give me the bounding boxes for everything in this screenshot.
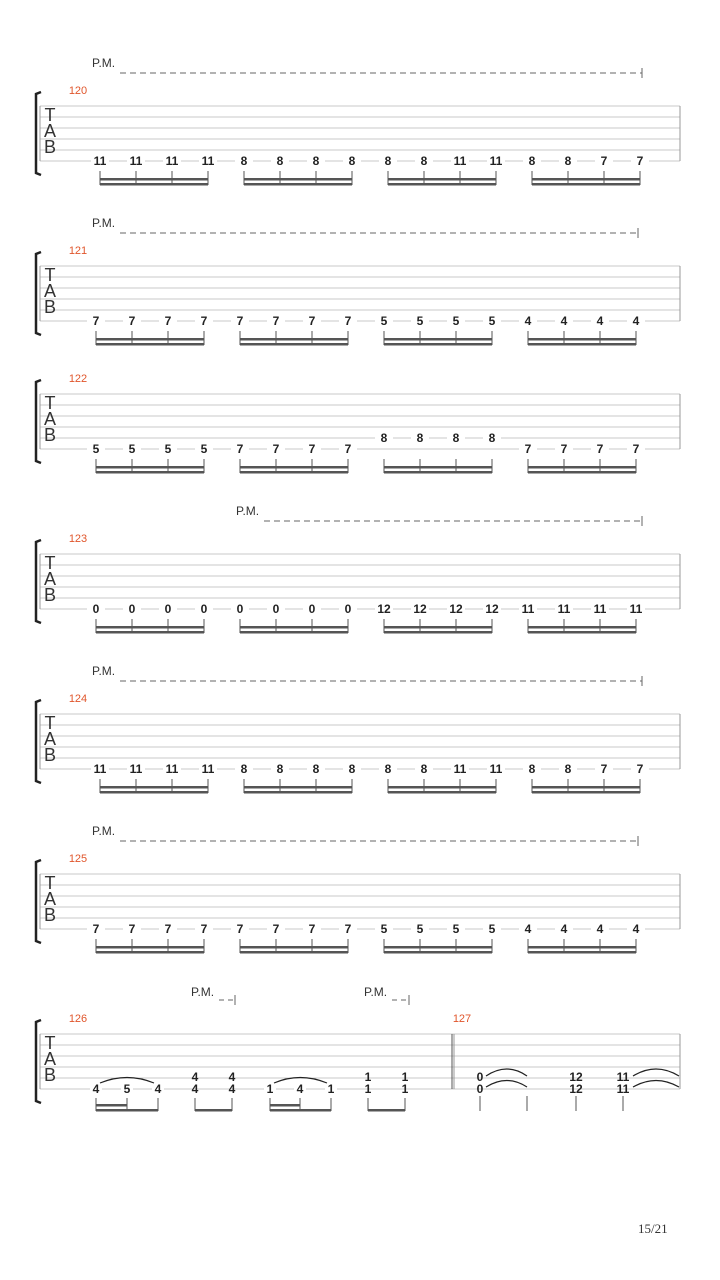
fret-number: 11 bbox=[129, 154, 143, 168]
tab-clef-letter: A bbox=[43, 281, 57, 301]
beam bbox=[96, 946, 204, 949]
fret-number: 7 bbox=[164, 922, 172, 936]
fret-number: 5 bbox=[92, 442, 100, 456]
fret-number: 7 bbox=[600, 762, 608, 776]
palm-mute-label: P.M. bbox=[92, 664, 116, 678]
fret-number: 11 bbox=[616, 1082, 630, 1096]
fret-number: 7 bbox=[200, 314, 208, 328]
fret-number: 8 bbox=[348, 154, 356, 168]
fret-number: 0 bbox=[128, 602, 136, 616]
fret-number: 12 bbox=[569, 1070, 583, 1084]
tab-system-125 bbox=[36, 824, 680, 954]
tab-clef-letter: T bbox=[44, 393, 56, 413]
beam bbox=[388, 178, 496, 181]
fret-number: 11 bbox=[165, 762, 179, 776]
tab-clef-letter: A bbox=[43, 569, 57, 589]
tab-clef-letter: T bbox=[44, 105, 56, 125]
fret-number: 4 bbox=[560, 314, 568, 328]
fret-number: 11 bbox=[129, 762, 143, 776]
fret-number: 7 bbox=[524, 442, 532, 456]
measure-number: 125 bbox=[68, 853, 88, 865]
beam bbox=[244, 183, 352, 186]
fret-number: 1 bbox=[364, 1082, 372, 1096]
beam bbox=[240, 343, 348, 346]
fret-number: 5 bbox=[452, 922, 460, 936]
beam bbox=[244, 786, 352, 789]
tab-clef-letter: T bbox=[44, 1033, 56, 1053]
fret-number: 7 bbox=[344, 314, 352, 328]
beam bbox=[532, 178, 640, 181]
fret-number: 4 bbox=[228, 1082, 236, 1096]
tab-clef-letter: A bbox=[43, 729, 57, 749]
fret-number: 11 bbox=[453, 154, 467, 168]
fret-number: 8 bbox=[312, 762, 320, 776]
tab-clef-letter: B bbox=[43, 137, 57, 157]
beam bbox=[384, 471, 492, 474]
beam bbox=[384, 626, 492, 629]
fret-number: 4 bbox=[596, 314, 604, 328]
tab-system-120 bbox=[36, 56, 680, 186]
fret-number: 11 bbox=[616, 1070, 630, 1084]
beam bbox=[270, 1109, 331, 1112]
beam bbox=[244, 791, 352, 794]
fret-number: 4 bbox=[92, 1082, 100, 1096]
fret-number: 7 bbox=[636, 762, 644, 776]
tie bbox=[486, 1081, 527, 1088]
fret-number: 5 bbox=[164, 442, 172, 456]
fret-number: 0 bbox=[272, 602, 280, 616]
fret-number: 8 bbox=[276, 762, 284, 776]
tie bbox=[633, 1081, 679, 1088]
fret-number: 5 bbox=[452, 314, 460, 328]
beam bbox=[96, 466, 204, 469]
tab-clef-letter: A bbox=[43, 889, 57, 909]
fret-number: 5 bbox=[488, 922, 496, 936]
beam bbox=[244, 178, 352, 181]
fret-number: 8 bbox=[488, 431, 496, 445]
tie bbox=[633, 1069, 679, 1076]
fret-number: 7 bbox=[632, 442, 640, 456]
fret-number: 4 bbox=[524, 314, 532, 328]
tab-clef-letter: B bbox=[43, 1065, 57, 1085]
fret-number: 4 bbox=[632, 314, 640, 328]
fret-number: 4 bbox=[560, 922, 568, 936]
fret-number: 7 bbox=[344, 442, 352, 456]
fret-number: 7 bbox=[128, 314, 136, 328]
measure-number: 122 bbox=[68, 373, 88, 385]
beam bbox=[96, 343, 204, 346]
tab-system-123 bbox=[36, 504, 680, 634]
fret-number: 8 bbox=[380, 431, 388, 445]
fret-number: 11 bbox=[93, 762, 107, 776]
fret-number: 4 bbox=[228, 1070, 236, 1084]
beam bbox=[528, 471, 636, 474]
fret-number: 8 bbox=[564, 762, 572, 776]
beam bbox=[528, 338, 636, 341]
palm-mute-label: P.M. bbox=[236, 504, 260, 518]
fret-number: 5 bbox=[416, 314, 424, 328]
palm-mute-label: P.M. bbox=[191, 985, 215, 999]
beam bbox=[528, 466, 636, 469]
fret-number: 8 bbox=[240, 762, 248, 776]
beam bbox=[96, 338, 204, 341]
fret-number: 7 bbox=[236, 314, 244, 328]
fret-number: 8 bbox=[420, 154, 428, 168]
fret-number: 11 bbox=[593, 602, 607, 616]
beam bbox=[384, 951, 492, 954]
beam bbox=[388, 786, 496, 789]
measure-number: 127 bbox=[452, 1013, 472, 1025]
tab-clef-letter: T bbox=[44, 713, 56, 733]
tab-clef-letter: T bbox=[44, 553, 56, 573]
beam bbox=[388, 183, 496, 186]
beam bbox=[100, 183, 208, 186]
fret-number: 7 bbox=[308, 442, 316, 456]
fret-number: 7 bbox=[596, 442, 604, 456]
fret-number: 0 bbox=[476, 1070, 484, 1084]
fret-number: 4 bbox=[632, 922, 640, 936]
fret-number: 8 bbox=[240, 154, 248, 168]
fret-number: 0 bbox=[308, 602, 316, 616]
fret-number: 8 bbox=[416, 431, 424, 445]
fret-number: 7 bbox=[560, 442, 568, 456]
palm-mute-label: P.M. bbox=[92, 216, 116, 230]
beam bbox=[270, 1104, 300, 1107]
beam bbox=[100, 791, 208, 794]
tab-clef-letter: B bbox=[43, 425, 57, 445]
tab-clef-letter: B bbox=[43, 905, 57, 925]
beam bbox=[100, 786, 208, 789]
tab-clef-letter: T bbox=[44, 873, 56, 893]
fret-number: 12 bbox=[377, 602, 391, 616]
fret-number: 8 bbox=[452, 431, 460, 445]
beam bbox=[528, 343, 636, 346]
fret-number: 12 bbox=[449, 602, 463, 616]
fret-number: 0 bbox=[200, 602, 208, 616]
fret-number: 8 bbox=[564, 154, 572, 168]
tie bbox=[486, 1069, 527, 1076]
palm-mute-label: P.M. bbox=[92, 824, 116, 838]
fret-number: 5 bbox=[416, 922, 424, 936]
fret-number: 8 bbox=[528, 762, 536, 776]
beam bbox=[384, 631, 492, 634]
fret-number: 1 bbox=[327, 1082, 335, 1096]
beam bbox=[388, 791, 496, 794]
beam bbox=[240, 466, 348, 469]
beam bbox=[96, 1109, 158, 1112]
fret-number: 5 bbox=[128, 442, 136, 456]
beam bbox=[528, 631, 636, 634]
fret-number: 11 bbox=[521, 602, 535, 616]
fret-number: 8 bbox=[312, 154, 320, 168]
fret-number: 7 bbox=[236, 442, 244, 456]
beam bbox=[528, 946, 636, 949]
fret-number: 4 bbox=[596, 922, 604, 936]
fret-number: 4 bbox=[296, 1082, 304, 1096]
fret-number: 7 bbox=[92, 922, 100, 936]
fret-number: 7 bbox=[164, 314, 172, 328]
fret-number: 7 bbox=[272, 314, 280, 328]
fret-number: 0 bbox=[164, 602, 172, 616]
fret-number: 12 bbox=[569, 1082, 583, 1096]
fret-number: 7 bbox=[272, 922, 280, 936]
fret-number: 1 bbox=[266, 1082, 274, 1096]
tab-clef-letter: B bbox=[43, 745, 57, 765]
measure-number: 123 bbox=[68, 533, 88, 545]
fret-number: 5 bbox=[380, 922, 388, 936]
beam bbox=[384, 343, 492, 346]
palm-mute-label: P.M. bbox=[364, 985, 388, 999]
beam bbox=[532, 183, 640, 186]
beam bbox=[384, 466, 492, 469]
beam bbox=[96, 951, 204, 954]
beam bbox=[240, 946, 348, 949]
beam bbox=[100, 178, 208, 181]
fret-number: 7 bbox=[600, 154, 608, 168]
fret-number: 0 bbox=[344, 602, 352, 616]
fret-number: 11 bbox=[629, 602, 643, 616]
beam bbox=[368, 1109, 405, 1112]
tab-clef-letter: A bbox=[43, 409, 57, 429]
tab-clef-letter: A bbox=[43, 1049, 57, 1069]
fret-number: 8 bbox=[276, 154, 284, 168]
beam bbox=[532, 786, 640, 789]
beam bbox=[240, 951, 348, 954]
fret-number: 7 bbox=[92, 314, 100, 328]
fret-number: 11 bbox=[201, 154, 215, 168]
beam bbox=[96, 631, 204, 634]
tab-clef-letter: A bbox=[43, 121, 57, 141]
fret-number: 1 bbox=[401, 1082, 409, 1096]
page-number: 15/21 bbox=[638, 1221, 668, 1236]
fret-number: 7 bbox=[128, 922, 136, 936]
beam bbox=[240, 338, 348, 341]
fret-number: 0 bbox=[92, 602, 100, 616]
fret-number: 5 bbox=[123, 1082, 131, 1096]
fret-number: 7 bbox=[308, 314, 316, 328]
tab-clef-letter: T bbox=[44, 265, 56, 285]
beam bbox=[384, 946, 492, 949]
fret-number: 11 bbox=[93, 154, 107, 168]
fret-number: 0 bbox=[476, 1082, 484, 1096]
tab-system-124 bbox=[36, 664, 680, 794]
fret-number: 11 bbox=[557, 602, 571, 616]
fret-number: 5 bbox=[200, 442, 208, 456]
fret-number: 5 bbox=[488, 314, 496, 328]
fret-number: 7 bbox=[200, 922, 208, 936]
fret-number: 8 bbox=[348, 762, 356, 776]
fret-number: 0 bbox=[236, 602, 244, 616]
fret-number: 1 bbox=[401, 1070, 409, 1084]
tab-system-121 bbox=[36, 216, 680, 346]
beam bbox=[532, 791, 640, 794]
beam bbox=[240, 471, 348, 474]
measure-number: 126 bbox=[68, 1013, 88, 1025]
fret-number: 4 bbox=[524, 922, 532, 936]
fret-number: 4 bbox=[154, 1082, 162, 1096]
fret-number: 7 bbox=[272, 442, 280, 456]
beam bbox=[384, 338, 492, 341]
measure-number: 121 bbox=[68, 245, 88, 257]
tab-system-122 bbox=[36, 373, 680, 474]
beam bbox=[96, 626, 204, 629]
fret-number: 8 bbox=[384, 154, 392, 168]
fret-number: 8 bbox=[420, 762, 428, 776]
beam bbox=[96, 471, 204, 474]
fret-number: 4 bbox=[191, 1070, 199, 1084]
fret-number: 8 bbox=[384, 762, 392, 776]
tab-system-126 bbox=[36, 985, 680, 1112]
palm-mute-label: P.M. bbox=[92, 56, 116, 70]
fret-number: 11 bbox=[489, 154, 503, 168]
fret-number: 1 bbox=[364, 1070, 372, 1084]
tab-clef-letter: B bbox=[43, 585, 57, 605]
fret-number: 11 bbox=[165, 154, 179, 168]
beam bbox=[528, 626, 636, 629]
beam bbox=[96, 1104, 127, 1107]
fret-number: 12 bbox=[413, 602, 427, 616]
beam bbox=[195, 1109, 232, 1112]
fret-number: 12 bbox=[485, 602, 499, 616]
beam bbox=[240, 626, 348, 629]
fret-number: 7 bbox=[344, 922, 352, 936]
fret-number: 7 bbox=[236, 922, 244, 936]
fret-number: 8 bbox=[528, 154, 536, 168]
fret-number: 7 bbox=[636, 154, 644, 168]
fret-number: 11 bbox=[201, 762, 215, 776]
measure-number: 124 bbox=[68, 693, 88, 705]
fret-number: 11 bbox=[489, 762, 503, 776]
tab-clef-letter: B bbox=[43, 297, 57, 317]
beam bbox=[528, 951, 636, 954]
beam bbox=[240, 631, 348, 634]
fret-number: 7 bbox=[308, 922, 316, 936]
fret-number: 4 bbox=[191, 1082, 199, 1096]
fret-number: 5 bbox=[380, 314, 388, 328]
measure-number: 120 bbox=[68, 85, 88, 97]
fret-number: 11 bbox=[453, 762, 467, 776]
